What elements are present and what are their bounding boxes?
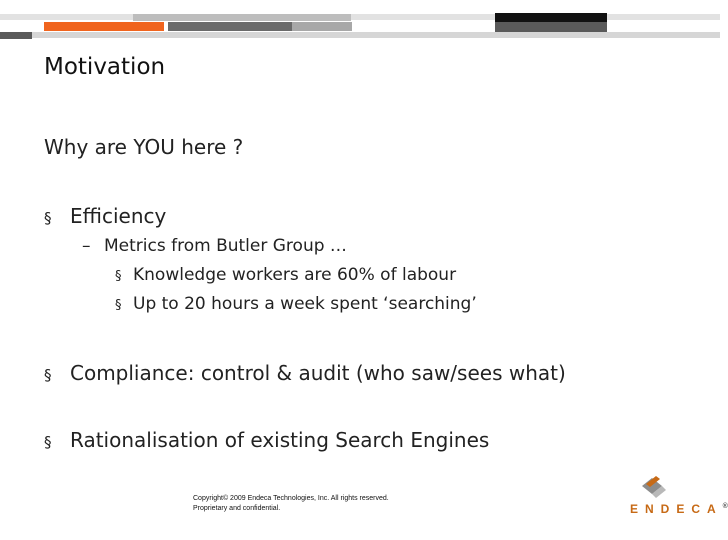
header-bar-orange — [44, 22, 164, 31]
bullet-text: Rationalisation of existing Search Engines — [70, 428, 490, 452]
bullet-marker: § — [44, 209, 52, 227]
bullet-rationalisation — [44, 428, 489, 452]
header-bar-light-2 — [32, 32, 720, 38]
sub-sub-bullet-text: Knowledge workers are 60% of labour — [133, 265, 457, 285]
registered-mark: ® — [722, 503, 728, 510]
header-bar-black — [495, 13, 607, 22]
sub-sub-bullet-text: Up to 20 hours a week spent ‘searching’ — [133, 294, 477, 314]
sub-bullet-text: Metrics from Butler Group … — [104, 236, 347, 256]
header-bar-light-1 — [0, 14, 720, 20]
slide-title: Motivation — [44, 54, 166, 80]
header-bar-gray-1 — [133, 14, 351, 21]
bullet-marker: § — [115, 298, 122, 313]
bullet-marker: § — [44, 433, 52, 451]
bullet-efficiency — [44, 204, 166, 228]
header-bar-dark-2 — [495, 22, 607, 32]
bullet-marker: § — [44, 366, 52, 384]
copyright-line: Copyright© 2009 Endeca Technologies, Inc. All rights reserved. — [193, 495, 389, 502]
logo-wordmark — [630, 502, 728, 516]
sub-bullet-metrics — [82, 236, 347, 256]
slide-subtitle: Why are YOU here ? — [44, 135, 244, 159]
header-bar-dark-1 — [168, 22, 292, 31]
logo-text: ENDECA — [630, 502, 723, 516]
bullet-text: Compliance: control & audit (who saw/sees what) — [70, 361, 566, 385]
header-bar-dark-left — [0, 32, 32, 39]
confidential-line: Proprietary and confidential. — [193, 505, 281, 512]
footer-copyright — [193, 494, 389, 514]
sub-sub-bullet-knowledge-workers — [115, 265, 456, 285]
bullet-text: Efficiency — [70, 204, 167, 228]
header-bar-gray-2 — [292, 22, 352, 31]
bullet-marker: § — [115, 269, 122, 284]
dash-marker: – — [82, 236, 91, 256]
sub-sub-bullet-searching-hours — [115, 294, 477, 314]
bullet-compliance — [44, 361, 566, 385]
